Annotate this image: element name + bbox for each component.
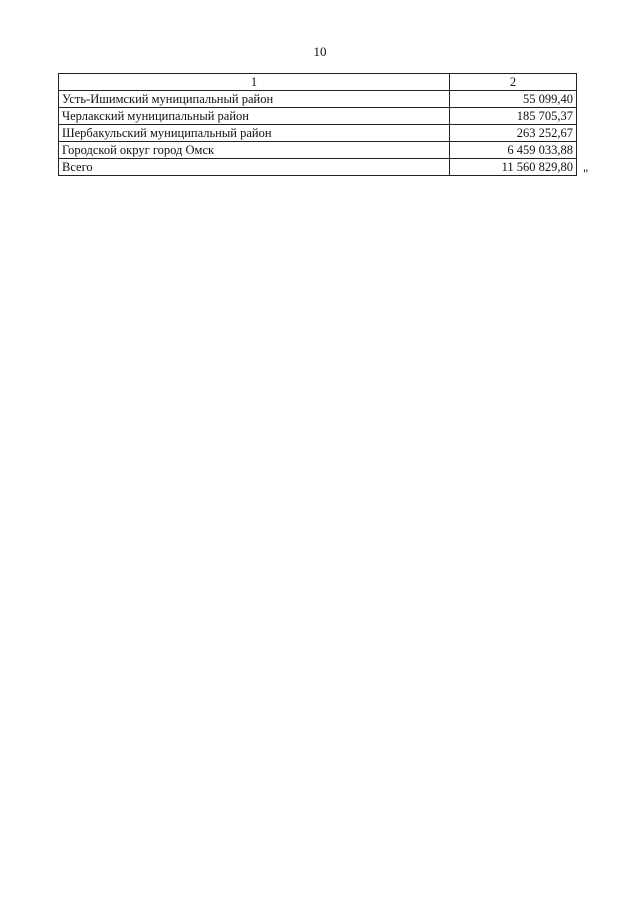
total-value: 11 560 829,80: [450, 159, 577, 176]
row-value: 55 099,40: [450, 91, 577, 108]
table-header-row: [59, 74, 577, 91]
row-name: Усть-Ишимский муниципальный район: [59, 91, 450, 108]
table-row: [59, 125, 577, 142]
table-total-row: [59, 159, 577, 176]
page-number: 10: [313, 44, 327, 59]
row-name: Черлакский муниципальный район: [59, 108, 450, 125]
row-value: 185 705,37: [450, 108, 577, 125]
table-row: [59, 142, 577, 159]
row-name: Шербакульский муниципальный район: [59, 125, 450, 142]
row-value: 263 252,67: [450, 125, 577, 142]
row-value: 6 459 033,88: [450, 142, 577, 159]
total-label: Всего: [59, 159, 450, 176]
row-name: Городской округ город Омск: [59, 142, 450, 159]
column-number-2: 2: [450, 74, 577, 91]
closing-quote-mark: ": [583, 166, 589, 181]
table-row: [59, 108, 577, 125]
column-number-1: 1: [59, 74, 450, 91]
allocation-table-container: [58, 73, 577, 176]
table-row: [59, 91, 577, 108]
allocation-table: [58, 73, 577, 176]
